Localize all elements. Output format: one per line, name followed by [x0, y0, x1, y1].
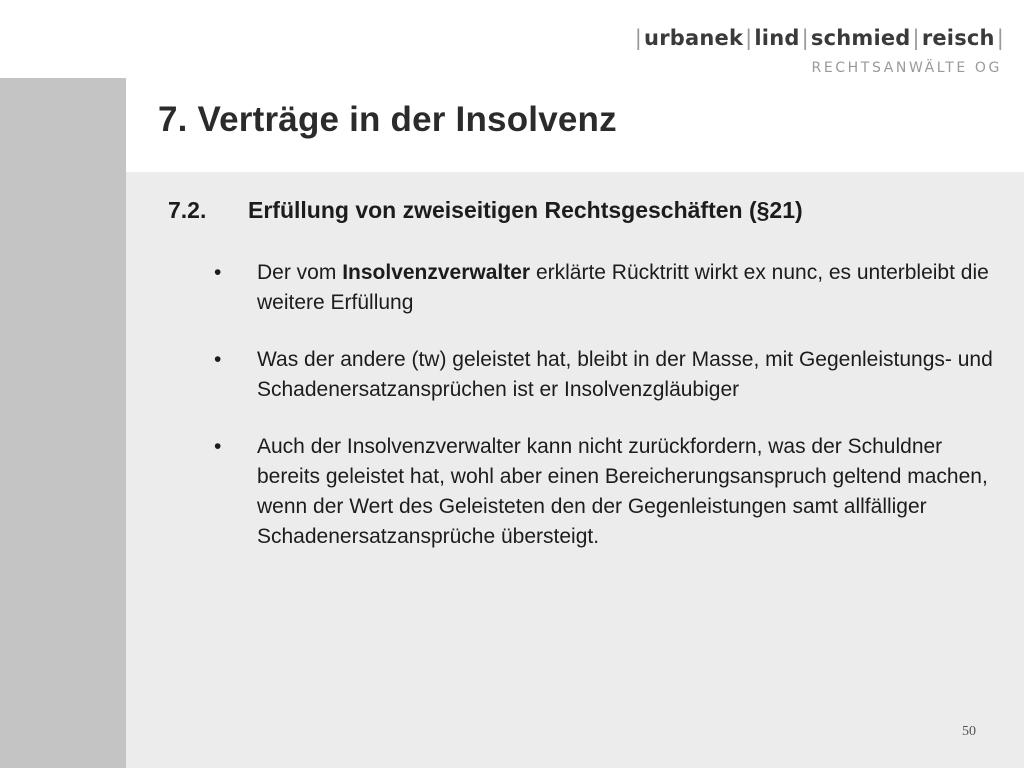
- logo-separator: |: [745, 26, 753, 50]
- bullet-text: Der vom: [257, 261, 343, 284]
- bullet-bold-text: Insolvenzverwalter: [342, 261, 531, 284]
- section-number: 7.2.: [168, 197, 207, 223]
- logo-separator: |: [996, 26, 1004, 50]
- slide-title: 7. Verträge in der Insolvenz: [158, 100, 617, 139]
- bullet-item: [214, 432, 994, 552]
- bullet-icon: •: [214, 261, 222, 284]
- bullet-text: Auch der Insolvenzverwalter kann nicht zurückfordern, was der Schuldner bereits geleistet hat, wohl aber einen Bereicherungsanspruch geltend machen, wenn der Wert des Geleisteten den der Gegenleistungen samt allfälliger Schadenersatzansprüche übersteigt.: [257, 435, 988, 548]
- logo-separator: |: [634, 26, 643, 50]
- section-heading: [168, 197, 803, 224]
- bullet-item: [214, 345, 994, 405]
- left-sidebar-bar: [0, 78, 126, 768]
- logo-separator: |: [801, 26, 809, 50]
- page-number: 50: [962, 724, 976, 739]
- company-logo: [633, 26, 1006, 76]
- logo-name-reisch: reisch: [921, 26, 995, 50]
- logo-separator: |: [912, 26, 920, 50]
- bullet-text-continued: erklärte Rücktritt wirkt ex nunc, es unterbleibt die weitere Erfüllung: [257, 261, 989, 314]
- logo-name-schmied: schmied: [810, 26, 911, 50]
- logo-name-lind: lind: [754, 26, 800, 50]
- bullet-text: Was der andere (tw) geleistet hat, bleibt in der Masse, mit Gegenleistungs- und Schadenersatzansprüchen ist er Insolvenzgläubiger: [257, 348, 993, 401]
- logo-subtitle: RECHTSANWÄLTE OG: [811, 60, 1002, 76]
- bullet-list: [214, 258, 994, 552]
- logo-names: [633, 26, 1006, 50]
- bullet-item: [214, 258, 994, 318]
- logo-name-urbanek: urbanek: [644, 26, 744, 50]
- section-heading-text: Erfüllung von zweiseitigen Rechtsgeschäften (§21): [248, 197, 803, 223]
- bullet-icon: •: [214, 348, 222, 371]
- bullet-icon: •: [214, 435, 222, 458]
